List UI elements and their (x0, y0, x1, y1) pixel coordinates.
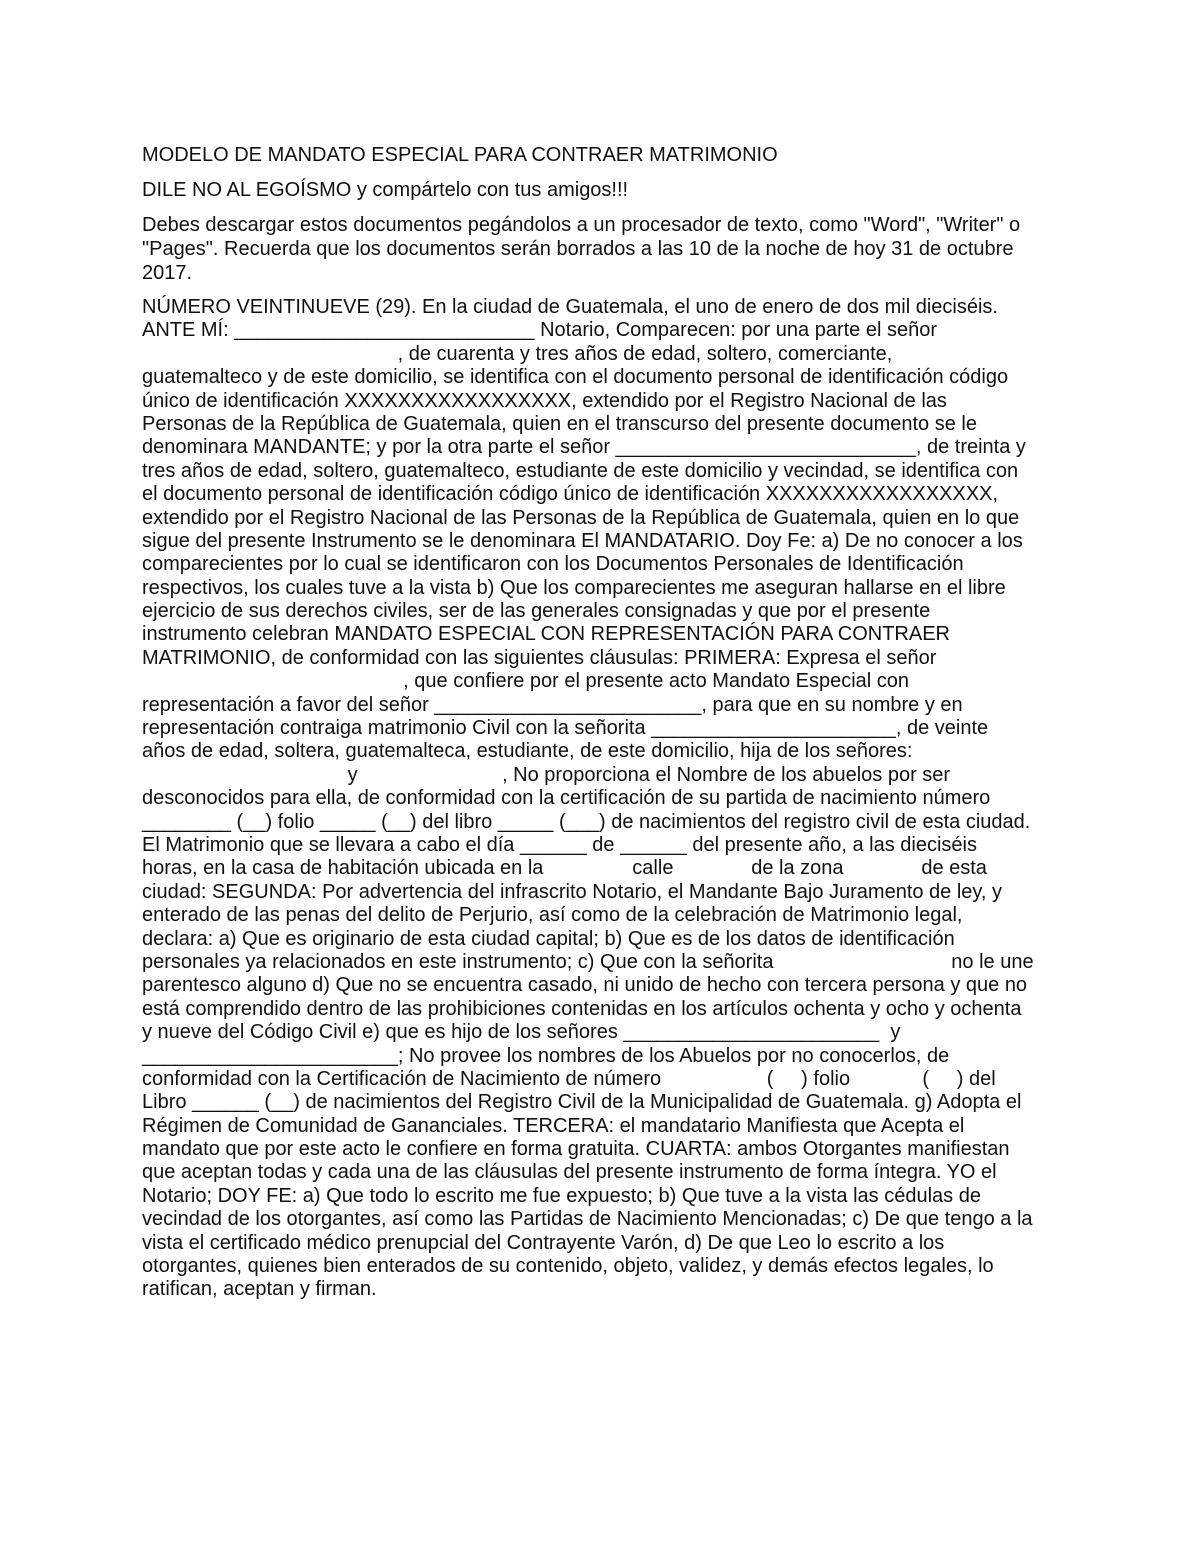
body-line: que aceptan todas y cada una de las cláusulas del presente instrumento de forma íntegra. YO el (142, 1161, 997, 1184)
document-title: MODELO DE MANDATO ESPECIAL PARA CONTRAER MATRIMONIO (142, 144, 778, 166)
body-line: parentesco alguno d) Que no se encuentra casado, ni unido de hecho con tercera persona y que no (142, 974, 1028, 997)
body-line: otorgantes, quienes bien enterados de su contenido, objeto, validez, y demás efectos legales, lo (142, 1255, 994, 1278)
body-line: extendido por el Registro Nacional de las Personas de la República de Guatemala, quien en lo que (142, 506, 1020, 529)
body-line: único de identificación XXXXXXXXXXXXXXXXX, extendido por el Registro Nacional de las (142, 389, 947, 412)
body-line: _______________________; No provee los nombres de los Abuelos por no conocerlos, de (142, 1044, 950, 1067)
body-line: MATRIMONIO, de conformidad con las siguientes cláusulas: PRIMERA: Expresa el señor (142, 646, 937, 669)
body-line: ________ (__) folio _____ (__) del libro _____ (___) de nacimientos del registro civil de esta ciudad. (142, 810, 1031, 833)
body-line: conformidad con la Certificación de Nacimiento de número ( ) folio ( ) del (142, 1067, 996, 1090)
body-line: El Matrimonio que se llevara a cabo el día ______ de ______ del presente año, a las dieciséis (142, 833, 977, 856)
body-line: horas, en la casa de habitación ubicada en la calle de la zona de esta (142, 857, 987, 880)
body-line: está comprendido dentro de las prohibiciones contenidas en los artículos ochenta y ocho y ochenta (142, 997, 1022, 1020)
body-line: representación a favor del señor ________________________, para que en su nombre y en (142, 693, 963, 716)
body-line: guatemalteco y de este domicilio, se identifica con el documento personal de identificación código (142, 366, 1009, 389)
body-line: NÚMERO VEINTINUEVE (29). En la ciudad de Guatemala, el uno de enero de dos mil dieciséis. (142, 296, 998, 318)
body-line: ejercicio de sus derechos civiles, ser de las generales consignadas y que por el presente (142, 600, 931, 623)
body-line: , de cuarenta y tres años de edad, soltero, comerciante, (142, 342, 893, 365)
body-line: representación contraiga matrimonio Civil con la señorita ______________________, de veinte (142, 717, 989, 740)
body-line: y nueve del Código Civil e) que es hijo de los señores _______________________ y (142, 1021, 901, 1044)
body-line: ciudad: SEGUNDA: Por advertencia del infrascrito Notario, el Mandante Bajo Juramento de ley, y (142, 880, 1003, 903)
body-line: , que confiere por el presente acto Mandato Especial con (142, 670, 910, 693)
body-line: tres años de edad, soltero, guatemalteco, estudiante de este domicilio y vecindad, se identifica con (142, 459, 1019, 482)
body-line: respectivos, los cuales tuve a la vista b) Que los comparecientes me aseguran hallarse en el libre (142, 576, 1006, 599)
body-line: sigue del presente Instrumento se le denominara El MANDATARIO. Doy Fe: a) De no conocer a los (142, 529, 1023, 552)
body-line: denominara MANDANTE; y por la otra parte el señor ___________________________, de treinta y (142, 436, 1026, 459)
body-line: desconocidos para ella, de conformidad con la certificación de su partida de nacimiento número (142, 787, 991, 810)
body-line: comparecientes por lo cual se identificaron con los Documentos Personales de Identificación (142, 553, 964, 576)
body-line: y , No proporciona el Nombre de los abuelos por ser (142, 763, 951, 786)
body-line: ANTE MÍ: ___________________________ Notario, Comparecen: por una parte el señor (142, 319, 937, 342)
body-line: años de edad, soltera, guatemalteca, estudiante, de este domicilio, hija de los señores: (142, 740, 913, 763)
body-line: ratifican, aceptan y firman. (142, 1278, 377, 1301)
download-notice: Debes descargar estos documentos pegándolos a un procesador de texto, como "Word", "Writer" o "Pages". Recuerda que los documentos serán borrados a las 10 de la noche de hoy 31 de octubre 2017. (142, 214, 1021, 284)
body-line: Libro ______ (__) de nacimientos del Registro Civil de la Municipalidad de Guatemala. g) Adopta el (142, 1091, 1022, 1114)
document-tagline: DILE NO AL EGOÍSMO y compártelo con tus amigos!!! (142, 179, 629, 201)
body-line: enterado de las penas del delito de Perjurio, así como de la celebración de Matrimonio legal, (142, 904, 963, 927)
body-line: mandato que por este acto le confiere en forma gratuita. CUARTA: ambos Otorgantes manifiestan (142, 1138, 1010, 1161)
body-line: Personas de la República de Guatemala, quien en el transcurso del presente documento se le (142, 412, 977, 435)
body-line: instrumento celebran MANDATO ESPECIAL CON REPRESENTACIÓN PARA CONTRAER (142, 623, 950, 646)
document-content (142, 143, 1067, 1302)
body-line: vista el certificado médico prenupcial del Contrayente Varón, d) De que Leo lo escrito a los (142, 1231, 945, 1254)
mandate-body (142, 296, 1067, 1302)
body-line: personales ya relacionados en este instrumento; c) Que con la señorita no le une (142, 950, 1034, 973)
body-line: Régimen de Comunidad de Gananciales. TERCERA: el mandatario Manifiesta que Acepta el (142, 1114, 965, 1137)
body-line: el documento personal de identificación código único de identificación XXXXXXXXXXXXXXXXX, (142, 483, 999, 506)
body-line: vecindad de los otorgantes, así como las Partidas de Nacimiento Mencionadas; c) De que tengo a la (142, 1208, 1033, 1231)
body-line: Notario; DOY FE: a) Que todo lo escrito me fue expuesto; b) Que tuve a la vista las cédulas de (142, 1184, 981, 1207)
body-line: declara: a) Que es originario de esta ciudad capital; b) Que es de los datos de identificación (142, 927, 955, 950)
